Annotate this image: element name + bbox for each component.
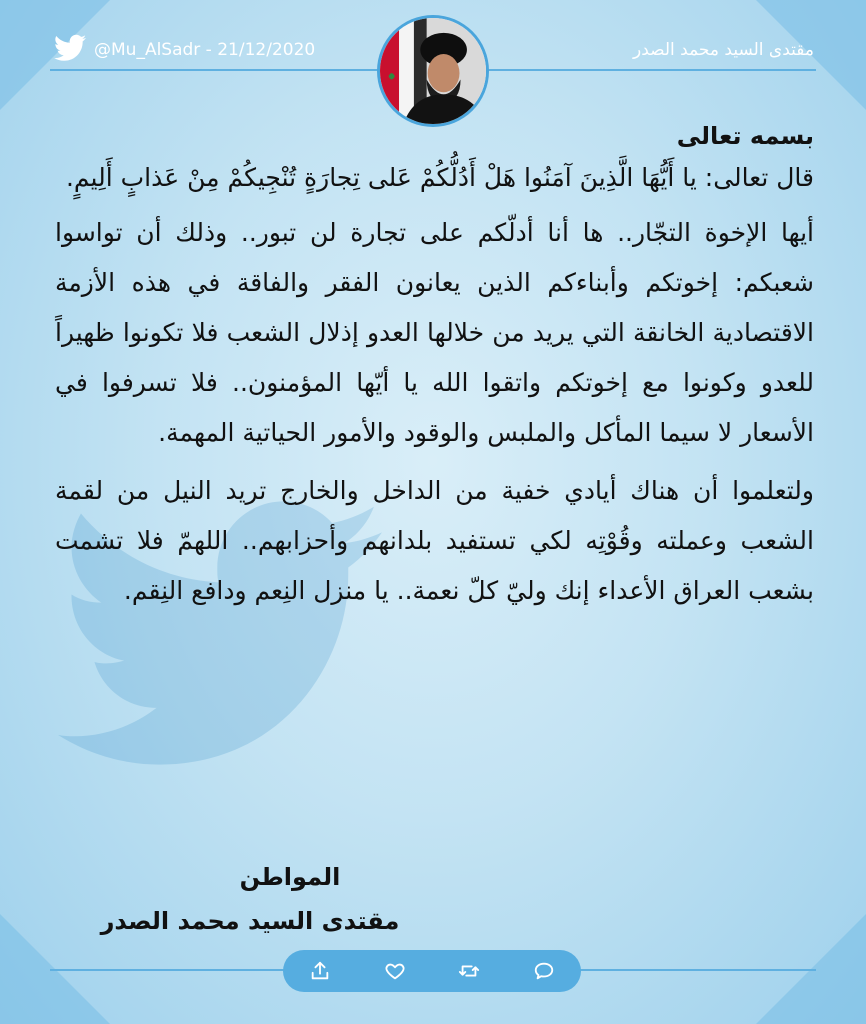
signature-title: المواطن	[239, 863, 341, 891]
avatar-portrait-icon	[380, 18, 486, 124]
author-name[interactable]: مقتدى السيد محمد الصدر	[632, 40, 814, 60]
retweet-button[interactable]	[455, 957, 483, 985]
twitter-bird-icon	[54, 34, 86, 62]
share-icon	[309, 960, 331, 982]
signature-name: مقتدى السيد محمد الصدر	[100, 907, 400, 935]
heart-icon	[384, 960, 406, 982]
tweet-paragraph-2: ولتعلموا أن هناك أيادي خفية من الداخل والخارج تريد النيل من لقمة الشعب وعملته وقُوْتِه لكي تستفيد بلدانهم وأحزابهم.. اللهمّ فلا تشمت بشعب العراق الأعداء إنك وليّ كلّ نعمة.. يا منزل النِعم ودافع النِقم.	[55, 476, 814, 605]
tweet-verse: قال تعالى: يا أَيُّهَا الَّذِينَ آمَنُوا هَلْ أَدُلُّكُمْ عَلى تِجارَةٍ تُنْجِيكُمْ مِنْ عَذابٍ أَلِيمٍ.	[65, 163, 814, 192]
share-button[interactable]	[306, 957, 334, 985]
tweet-action-bar	[283, 950, 581, 992]
tweet-paragraph-1: أيها الإخوة التجّار.. ها أنا أدلّكم على تجارة لن تبور.. وذلك أن تواسوا شعبكم: إخوتكم وأبناءكم الذين يعانون الفقر والفاقة في هذه الأزمة الاقتصادية الخانقة التي يريد من خلالها العدو إذلال الشعب فلا تكونوا ظهيراً للعدو وكونوا مع إخوتكم واتقوا الله يا أيّها المؤمنون.. فلا تسرفوا في الأسعار لا سيما المأكل والملبس والوقود والأمور الحياتية المهمة.	[55, 218, 814, 447]
tweet-body	[55, 116, 814, 624]
like-button[interactable]	[381, 957, 409, 985]
avatar[interactable]	[380, 18, 486, 124]
reply-button[interactable]	[530, 957, 558, 985]
retweet-icon	[458, 960, 480, 982]
tweet-handle-date[interactable]: @Mu_AlSadr - 21/12/2020	[94, 40, 316, 60]
tweet-heading: بسمه تعالى	[676, 122, 814, 150]
signature-block	[80, 855, 420, 943]
reply-icon	[533, 960, 555, 982]
